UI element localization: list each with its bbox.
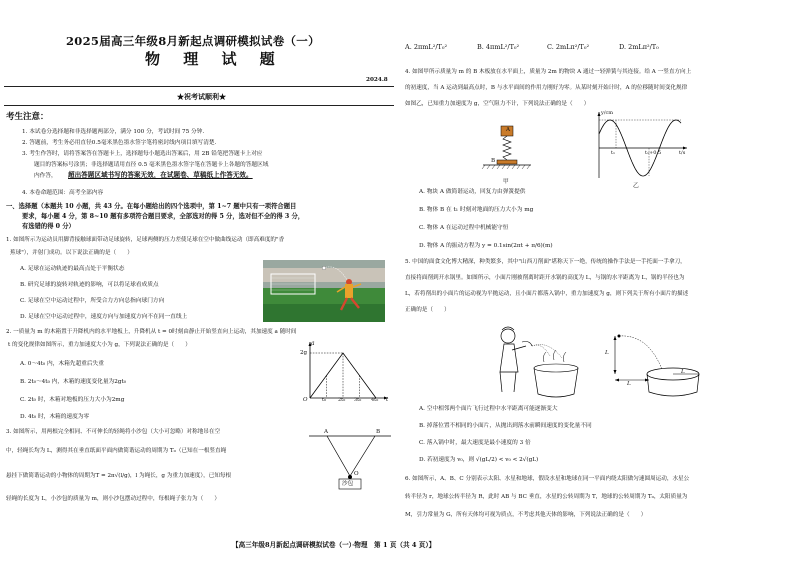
q5-option-b: B. 掉落位置不相同的小面片，从抛出到落水前瞬间速度的变化量不同: [419, 423, 592, 429]
q4-option-c: C. 物体 A 在运动过程中机械能守恒: [419, 225, 509, 231]
q3-option-b: B. 4πmL²/T₀²: [477, 43, 520, 51]
q3-option-d: D. 2mLπ²/T₀: [619, 43, 659, 51]
subject-title: 物 理 试 题: [145, 50, 284, 68]
q1-stem-2: 蕉球"），并射门成功。以下说法正确的是（ ）: [10, 250, 133, 256]
q1-option-a: A. 足球在运动轨迹的最高点处于平衡状态: [20, 266, 125, 272]
note-3-cont2: 内作答，: [34, 173, 57, 179]
q3-stem-3: 悬挂下做简谐运动的小物体的周期为T = 2π√(l/g)，l 为绳长，g 为重力加速度），已知每根: [6, 473, 232, 479]
label-l-vertical: L: [605, 350, 609, 356]
q5-stem: 5. 中国的面食文化博大精深，种类繁多，其中"山西刀削面"堪称天下一绝，传统的操作手法是一手托面一手拿刀，: [405, 259, 686, 265]
q2-stem-2: t 的变化规律如图所示，重力加速度大小为 g，下列说法正确的是（ ）: [8, 342, 191, 348]
q1-stem: 1. 如图所示为运动员用脚背接触球面带动足球旋转，足球两侧的压力差使足球在空中做曲线运动（即高难度的"香: [6, 237, 285, 243]
q3-option-a: A. 2πmL²/T₀²: [405, 43, 448, 51]
note-3: 3. 考生作答时，请将答案答在答题卡上，选择题每小题选出答案后，用 2B 铅笔把答题卡上对应: [22, 151, 263, 157]
q2-option-a: A. 0～4t₀ 内，木箱先超重后失重: [20, 361, 104, 367]
q4-option-a: A. 物块 A 做简谐运动，回复力由弹簧提供: [419, 189, 526, 195]
graph-tick-4t0: 4t₀: [371, 397, 379, 403]
q5-stem-2: 直接将面削到开水锅里。如图所示，小面片刚被削离时距开水锅的高度为 L，与锅的水平距离为 L，锅的半径也为: [405, 275, 685, 281]
q1-option-d: D. 足球在空中运动过程中，速度方向与加速度方向不在同一直线上: [20, 314, 188, 320]
q1-option-b: B. 研究足球的旋转对轨迹的影响，可以将足球看成质点: [20, 282, 159, 288]
q4-stem-3: 如图乙，已知重力加速度为 g，空气阻力不计，下列说法正确的是（ ）: [405, 101, 590, 107]
graph-tick-2t0: 2t₀: [338, 397, 346, 403]
q4-option-b: B. 物体 B 在 t₁ 时刻对地面的压力大小为 mg: [419, 207, 534, 213]
graph-a-label: a: [311, 340, 315, 347]
wish-text: ★祝考试顺利★: [177, 92, 226, 101]
q5-option-a: A. 空中相邻两个面片飞行过程中水平距离可能逐渐变大: [419, 406, 558, 412]
q5-stem-4: 正确的是（ ）: [405, 307, 450, 313]
q6-stem-3: M，引力常量为 G，所有天体均可视为质点，不考虑其他天体的影响，下列说法正确的是（ ）: [405, 512, 647, 518]
graph-tick-3t0: 3t₀: [354, 397, 362, 403]
noodle-chef-drawing: [492, 322, 582, 400]
block-a-label: A: [506, 127, 511, 133]
graph-t1plus-label: t₁+0.5: [645, 150, 662, 156]
label-o: O: [354, 471, 359, 477]
graph-2g-label: 2g: [300, 350, 308, 356]
q3-stem: 3. 如图所示，用两根完全相同、不可伸长的轻绳将小沙包（大小可忽略）对称地吊在空: [6, 429, 221, 435]
label-a: A: [324, 429, 329, 435]
fig-yi-caption: 乙: [633, 183, 639, 189]
q6-stem: 6. 如图所示，A、B、C 分别表示太阳、水星和地球，假设水星和地球在同一平面内绕太阳做匀速圆周运动，水星公: [405, 476, 690, 482]
note-1: 1. 本试卷分选择题和非选择题两部分，满分 100 分，考试时间 75 分钟.: [22, 129, 205, 135]
q3-stem-4: 轻绳的长度为 L，小沙包的质量为 m，则小沙包摆动过程中，每根绳子张力为（ ）: [6, 496, 220, 502]
label-l-radius: L: [681, 369, 685, 375]
graph-y-label: y/cm: [601, 110, 614, 116]
graph-tick-t0: t₀: [322, 397, 327, 403]
exam-date: 2024.8: [366, 77, 388, 83]
projectile-geometry: [609, 330, 705, 400]
q5-option-d: D. 若初速度为 v₀，则 √(gL/2) < v₀ < 2√(gL): [419, 457, 539, 463]
graph-origin-label: O: [303, 397, 308, 403]
notes-heading: 考生注意：: [6, 112, 49, 122]
q2-option-c: C. 2t₀ 时，木箱对地板的压力大小为2mg: [20, 397, 125, 403]
label-b: B: [376, 429, 381, 435]
q5-stem-3: L，若将削出的小面片的运动视为平抛运动，且小面片都落入锅中，重力加速度为 g，则下列关于所有小面片的描述: [405, 291, 689, 297]
section-1-heading: 一、选择题（本题共 10 小题，共 43 分。在每小题给出的四个选项中，第 1~7 题中只有一项符合题目: [6, 203, 297, 210]
q4-option-d: D. 物体 A 的振动方程为 y = 0.1sin(2πt + π/6)(m): [419, 243, 553, 249]
q4-stem-2: 的初速度，当 A 运动到最高点时，B 与水平面间的作用力刚好为零。从某时刻开始计时，A 的位移随时间变化规律: [405, 85, 688, 91]
page-footer: 【高三年级8月新起点调研模拟试卷（一）·物理 第 1 页（共 4 页）】: [232, 541, 436, 549]
note-3-cont: 题目的答案标号涂黑；非选择题请用直径 0.5 毫米黑色墨水签字笔在答题卡上各题的答题区域: [34, 162, 269, 168]
q2-stem: 2. 一质量为 m 的木箱置于升降机内的水平地板上，升降机从 t = 0时刻由静止开始竖直向上运动，其加速度 a 随时间: [6, 329, 297, 335]
section-1-heading-l3: 有选错的得 0 分）: [22, 223, 75, 230]
label-l-horizontal: L: [627, 381, 631, 387]
q5-option-c: C. 落入锅中时，最大速度是最小速度的 3 倍: [419, 440, 531, 446]
header-divider: [4, 86, 394, 87]
soccer-photo: [263, 260, 385, 322]
soccer-photo-art: [263, 260, 385, 322]
exam-title: 2025届高三年级8月新起点调研模拟试卷（一）: [66, 34, 320, 48]
q2-option-d: D. 4t₀ 时，木箱的速度为零: [20, 414, 90, 420]
label-sandbag: 沙包: [342, 481, 354, 487]
header-divider-2: [4, 105, 394, 106]
q3-option-c: C. 2mLπ²/T₀²: [547, 43, 590, 51]
block-b-label: B: [491, 158, 496, 164]
note-3-emphasis: 超出答题区域书写的答案无效，在试题卷、草稿纸上作答无效。: [68, 171, 253, 179]
section-1-heading-l2: 要求，每小题 4 分，第 8~10 题有多项符合题目要求，全部选对的得 5 分，选对但不全的得 3 分，: [22, 213, 305, 220]
q2-option-b: B. 2t₀～4t₀ 内，木箱的速度变化量为2gt₀: [20, 379, 127, 385]
graph-ts-label: t/s: [679, 150, 686, 156]
q6-stem-2: 转半径为 r，地球公转半径为 R，此时 AB 与 BC 垂直，水星的公转周期为 T，地球的公转周期为 T₀，太阳质量为: [405, 494, 688, 500]
q3-stem-2: 中，轻绳长均为 L，测得其在垂直纸面平面内做简谐运动的周期为 T₀（已知在一根竖直绳: [6, 448, 227, 454]
note-4: 4. 本卷命题范围：高考全部内容: [22, 190, 104, 196]
q4-stem: 4. 如图甲所示质量为 m 的 B 木板放在水平面上，质量为 2m 的物块 A 通过一轻弹簧与其连接。给 A 一竖直方向上: [405, 69, 692, 75]
q1-option-c: C. 足球在空中运动过程中，所受合力方向总指向球门方向: [20, 298, 165, 304]
displacement-time-graph: [585, 110, 695, 182]
fig-jia-caption: 甲: [503, 179, 509, 185]
graph-t-label: t: [386, 397, 389, 403]
note-2: 2. 答题前，考生务必用直径0.5毫米黑色墨水签字笔将密封线内项目填写清楚.: [22, 140, 217, 146]
graph-t1-label: t₁: [611, 150, 616, 156]
